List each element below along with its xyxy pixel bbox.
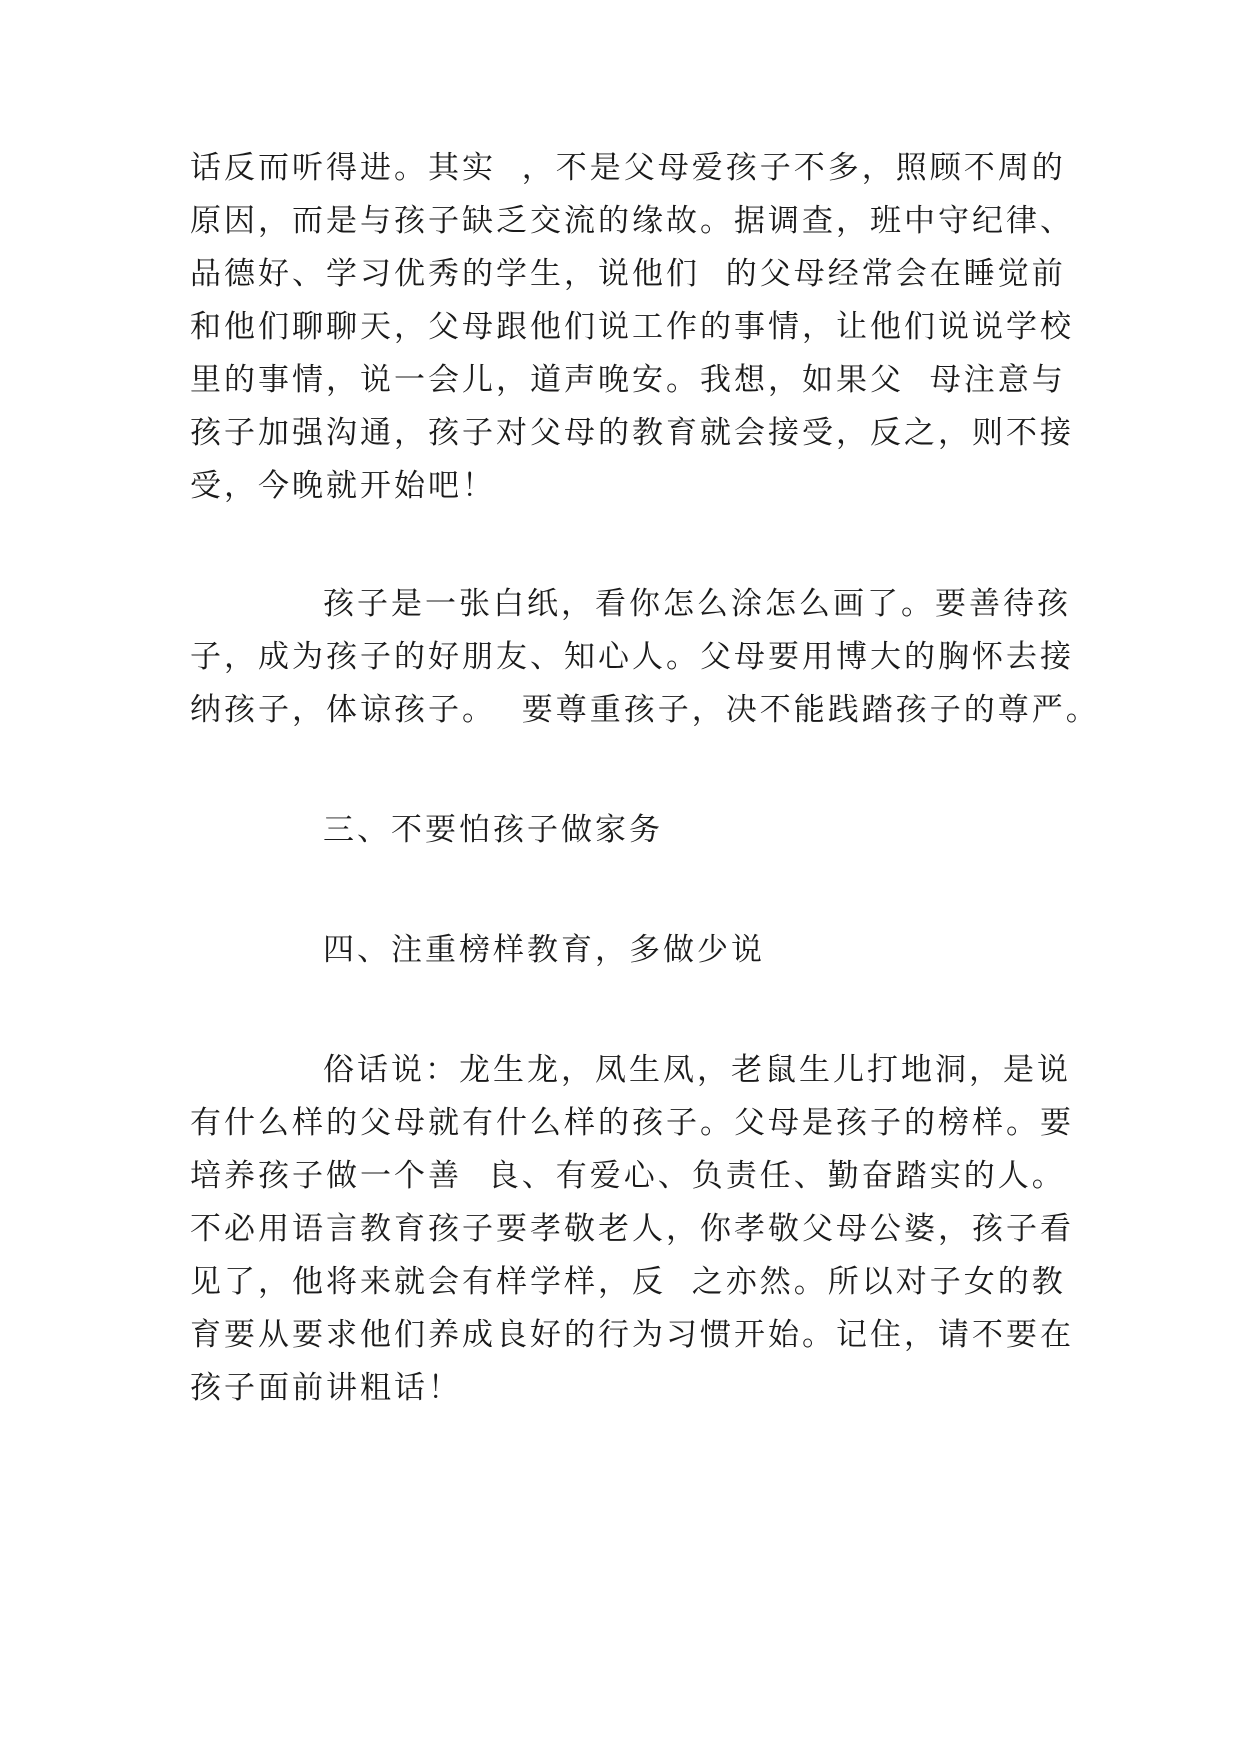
paragraph-5-line-4: 不必用语言教育孩子要孝敬老人，你孝敬父母公婆，孩子看 <box>190 1211 1074 1247</box>
paragraph-2-line-2: 子，成为孩子的好朋友、知心人。父母要用博大的胸怀去接 <box>190 639 1074 675</box>
section-heading-4: 四、注重榜样教育，多做少说 <box>323 932 765 968</box>
paragraph-1-line-2: 原因，而是与孩子缺乏交流的缘故。据调查，班中守纪律、 <box>190 203 1074 239</box>
section-heading-3: 三、不要怕孩子做家务 <box>323 812 663 848</box>
paragraph-1-line-1: 话反而听得进。其实 ，不是父母爱孩子不多，照顾不周的 <box>190 150 1066 186</box>
paragraph-5-line-7: 孩子面前讲粗话！ <box>190 1370 462 1406</box>
paragraph-2-line-3: 纳孩子，体谅孩子。 要尊重孩子，决不能践踏孩子的尊严。 <box>190 692 1100 728</box>
paragraph-5-line-6: 育要从要求他们养成良好的行为习惯开始。记住，请不要在 <box>190 1317 1074 1353</box>
paragraph-5-line-1: 俗话说：龙生龙，凤生凤，老鼠生儿打地洞，是说 <box>323 1052 1071 1088</box>
paragraph-1-line-3: 品德好、学习优秀的学生，说他们 的父母经常会在睡觉前 <box>190 256 1066 292</box>
paragraph-5-line-5: 见了，他将来就会有样学样，反 之亦然。所以对子女的教 <box>190 1264 1066 1300</box>
paragraph-1-line-5: 里的事情，说一会儿，道声晚安。我想，如果父 母注意与 <box>190 362 1066 398</box>
paragraph-2-line-1: 孩子是一张白纸，看你怎么涂怎么画了。要善待孩 <box>323 586 1071 622</box>
paragraph-1-line-7: 受，今晚就开始吧！ <box>190 468 496 504</box>
paragraph-5-line-3: 培养孩子做一个善 良、有爱心、负责任、勤奋踏实的人。 <box>190 1158 1066 1194</box>
paragraph-1-line-4: 和他们聊聊天，父母跟他们说工作的事情，让他们说说学校 <box>190 309 1074 345</box>
paragraph-1-line-6: 孩子加强沟通，孩子对父母的教育就会接受，反之，则不接 <box>190 415 1074 451</box>
paragraph-5-line-2: 有什么样的父母就有什么样的孩子。父母是孩子的榜样。要 <box>190 1105 1074 1141</box>
